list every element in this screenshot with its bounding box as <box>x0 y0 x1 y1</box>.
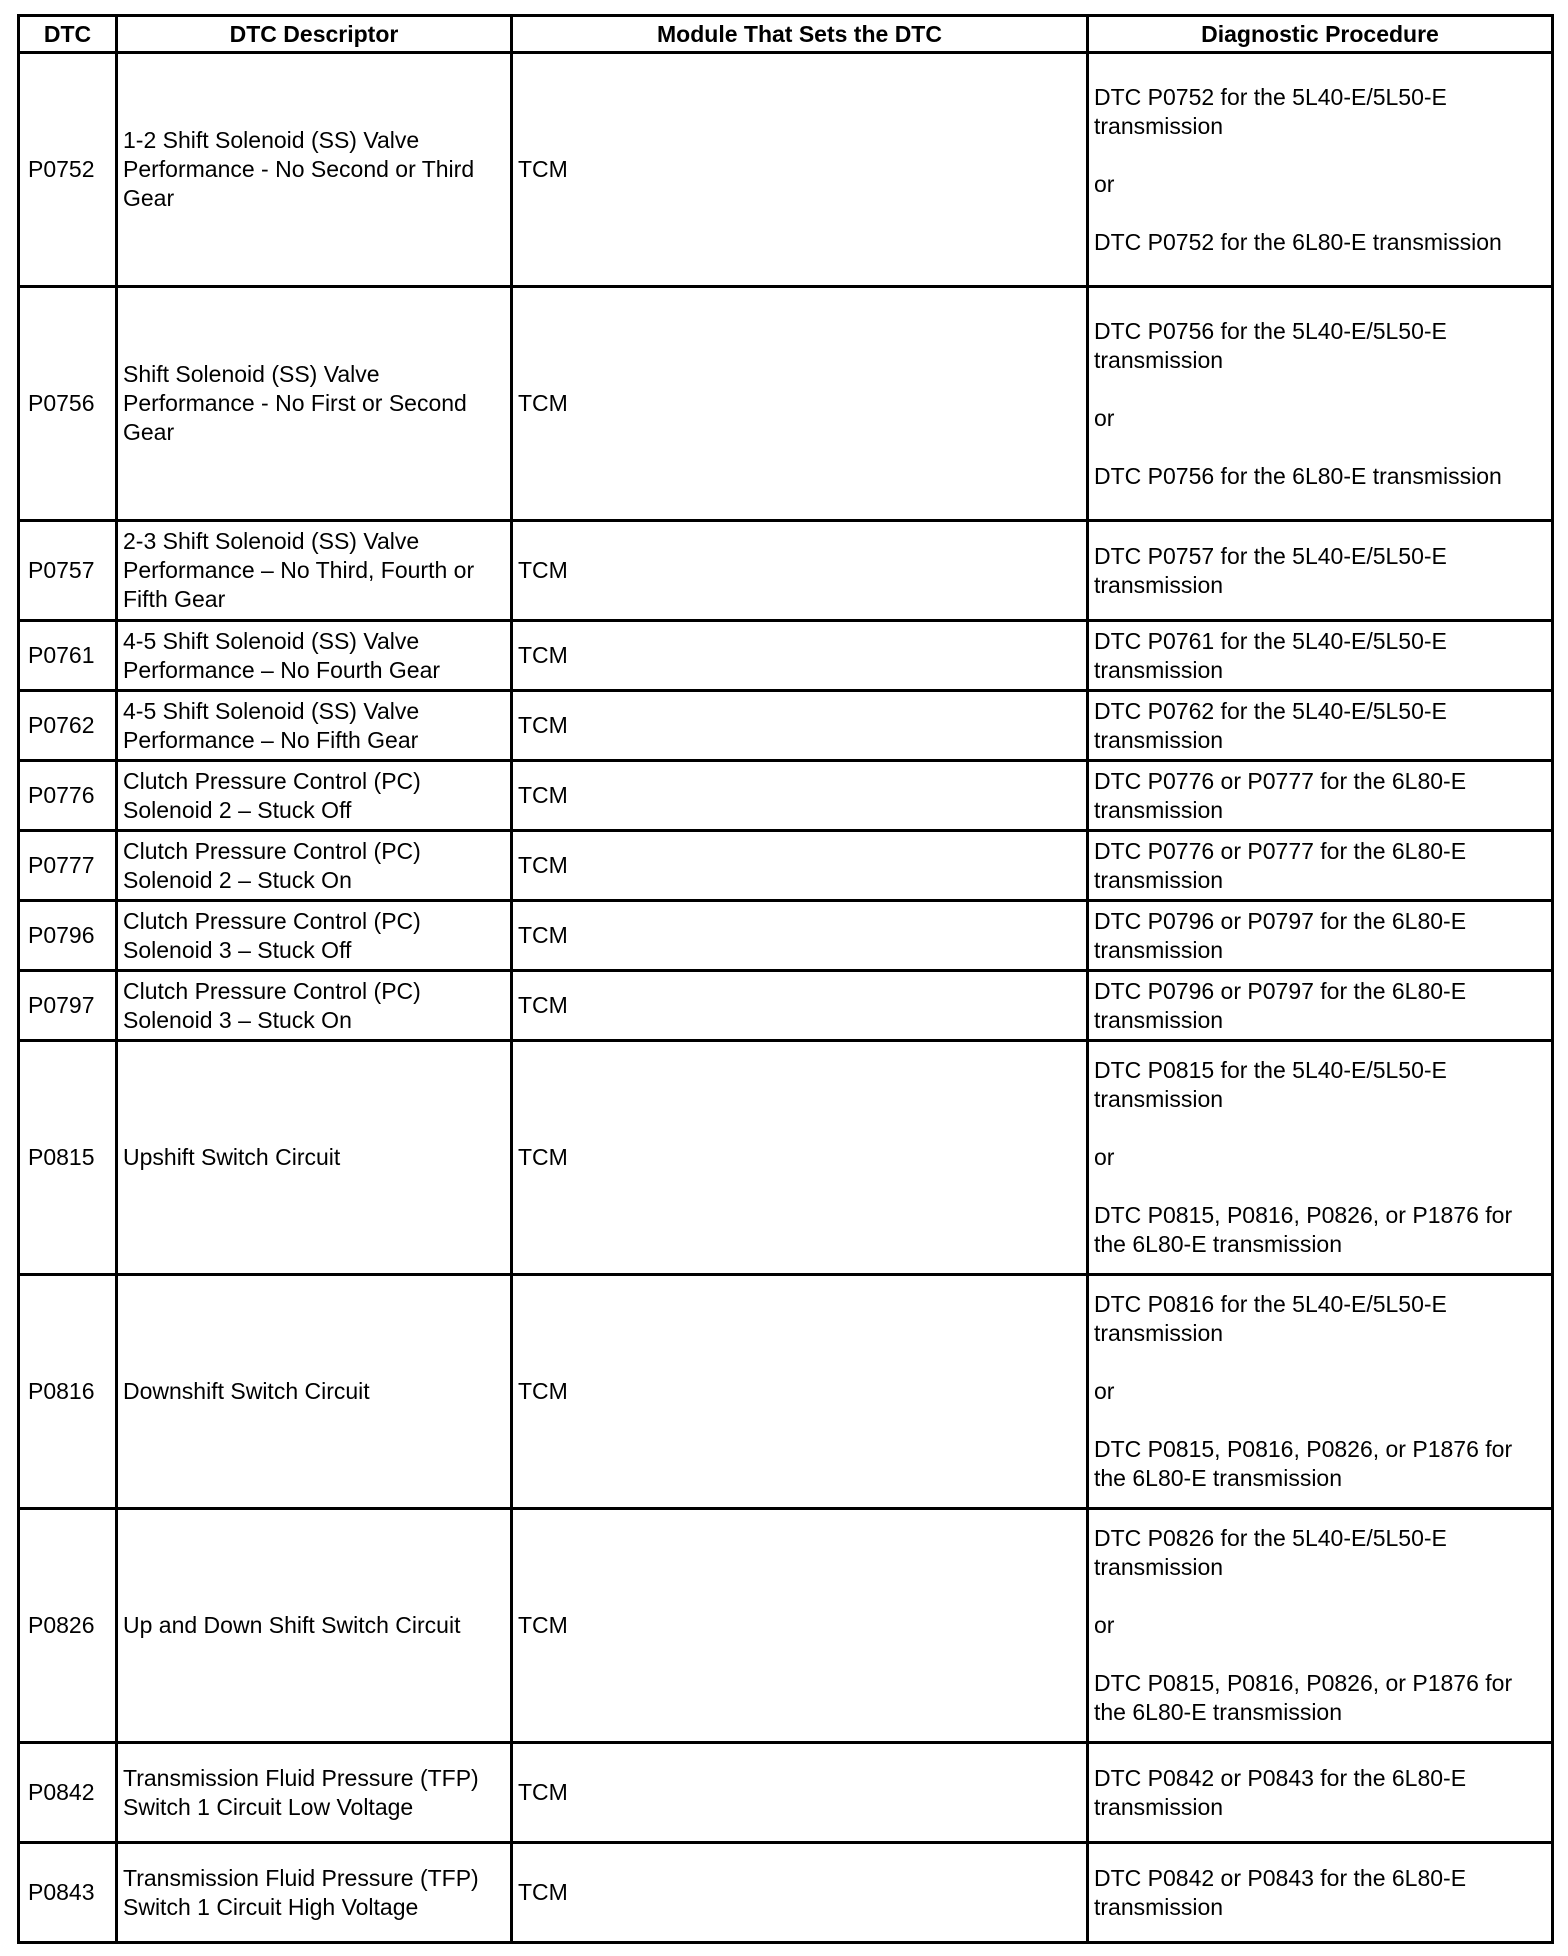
dtc-code: P0843 <box>19 1843 117 1943</box>
procedure-link[interactable]: DTC P0842 or P0843 for the 6L80-E transmission <box>1094 1864 1467 1920</box>
module-name: TCM <box>512 691 1088 761</box>
module-name: TCM <box>512 287 1088 521</box>
table-row <box>19 1843 1553 1943</box>
dtc-code: P0777 <box>19 831 117 901</box>
procedure-link[interactable]: DTC P0796 or P0797 for the 6L80-E transmission <box>1094 907 1467 963</box>
procedure-link[interactable]: DTC P0816 for the 5L40-E/5L50-E transmission <box>1094 1291 1447 1346</box>
procedure-link[interactable]: DTC P0752 for the 6L80-E transmission <box>1094 228 1502 255</box>
procedure-link[interactable]: DTC P0752 for the 5L40-E/5L50-E transmission <box>1094 83 1447 139</box>
table-row <box>19 971 1553 1041</box>
header-dtc: DTC <box>19 16 117 53</box>
module-name: TCM <box>512 621 1088 691</box>
dtc-descriptor: Transmission Fluid Pressure (TFP) Switch 1 Circuit High Voltage <box>117 1843 512 1943</box>
dtc-code: P0842 <box>19 1743 117 1843</box>
dtc-descriptor: 4-5 Shift Solenoid (SS) Valve Performance – No Fifth Gear <box>117 691 512 761</box>
procedure-link[interactable]: DTC P0815, P0816, P0826, or P1876 for the 6L80-E transmission <box>1094 1202 1513 1257</box>
table-row <box>19 831 1553 901</box>
dtc-descriptor: Shift Solenoid (SS) Valve Performance - No First or Second Gear <box>117 287 512 521</box>
diagnostic-procedure <box>1088 971 1553 1041</box>
diagnostic-procedure <box>1088 521 1553 621</box>
dtc-table <box>17 14 1554 1944</box>
procedure-link[interactable]: DTC P0776 or P0777 for the 6L80-E transmission <box>1094 767 1467 823</box>
diagnostic-procedure <box>1088 1275 1553 1509</box>
module-name: TCM <box>512 1275 1088 1509</box>
header-dtc-descriptor: DTC Descriptor <box>117 16 512 53</box>
dtc-descriptor: 1-2 Shift Solenoid (SS) Valve Performance - No Second or Third Gear <box>117 53 512 287</box>
procedure-or: or <box>1094 404 1115 431</box>
module-name: TCM <box>512 53 1088 287</box>
module-name: TCM <box>512 901 1088 971</box>
dtc-code: P0797 <box>19 971 117 1041</box>
table-row <box>19 287 1553 521</box>
table-row <box>19 761 1553 831</box>
module-name: TCM <box>512 831 1088 901</box>
header-row <box>19 16 1553 53</box>
procedure-or: or <box>1094 1612 1115 1638</box>
procedure-link[interactable]: DTC P0815 for the 5L40-E/5L50-E transmission <box>1094 1057 1447 1112</box>
diagnostic-procedure <box>1088 901 1553 971</box>
table-row <box>19 521 1553 621</box>
table-row <box>19 901 1553 971</box>
table-row <box>19 691 1553 761</box>
dtc-descriptor: Clutch Pressure Control (PC) Solenoid 2 – Stuck On <box>117 831 512 901</box>
module-name: TCM <box>512 971 1088 1041</box>
module-name: TCM <box>512 1509 1088 1743</box>
procedure-link[interactable]: DTC P0842 or P0843 for the 6L80-E transmission <box>1094 1764 1467 1820</box>
dtc-code: P0826 <box>19 1509 117 1743</box>
procedure-link[interactable]: DTC P0762 for the 5L40-E/5L50-E transmission <box>1094 697 1447 753</box>
table-row <box>19 1275 1553 1509</box>
diagnostic-procedure <box>1088 287 1553 521</box>
dtc-descriptor: Clutch Pressure Control (PC) Solenoid 3 – Stuck Off <box>117 901 512 971</box>
module-name: TCM <box>512 1743 1088 1843</box>
dtc-code: P0756 <box>19 287 117 521</box>
diagnostic-procedure <box>1088 691 1553 761</box>
dtc-descriptor: 4-5 Shift Solenoid (SS) Valve Performance – No Fourth Gear <box>117 621 512 691</box>
dtc-code: P0762 <box>19 691 117 761</box>
dtc-code: P0815 <box>19 1041 117 1275</box>
dtc-code: P0761 <box>19 621 117 691</box>
procedure-or: or <box>1094 1144 1115 1170</box>
dtc-descriptor: Downshift Switch Circuit <box>117 1275 512 1509</box>
procedure-link[interactable]: DTC P0815, P0816, P0826, or P1876 for the 6L80-E transmission <box>1094 1670 1513 1725</box>
table-row <box>19 1041 1553 1275</box>
dtc-code: P0752 <box>19 53 117 287</box>
dtc-descriptor: Clutch Pressure Control (PC) Solenoid 3 – Stuck On <box>117 971 512 1041</box>
dtc-descriptor: Upshift Switch Circuit <box>117 1041 512 1275</box>
diagnostic-procedure <box>1088 621 1553 691</box>
table-body <box>19 53 1553 1943</box>
procedure-or: or <box>1094 1378 1115 1404</box>
module-name: TCM <box>512 1843 1088 1943</box>
procedure-link[interactable]: DTC P0756 for the 6L80-E transmission <box>1094 462 1502 489</box>
module-name: TCM <box>512 521 1088 621</box>
dtc-code: P0776 <box>19 761 117 831</box>
dtc-descriptor: Up and Down Shift Switch Circuit <box>117 1509 512 1743</box>
dtc-descriptor: Transmission Fluid Pressure (TFP) Switch 1 Circuit Low Voltage <box>117 1743 512 1843</box>
diagnostic-procedure <box>1088 1509 1553 1743</box>
module-name: TCM <box>512 1041 1088 1275</box>
header-diagnostic-procedure: Diagnostic Procedure <box>1088 16 1553 53</box>
table-row <box>19 1743 1553 1843</box>
procedure-link[interactable]: DTC P0776 or P0777 for the 6L80-E transmission <box>1094 837 1467 893</box>
dtc-code: P0796 <box>19 901 117 971</box>
procedure-link[interactable]: DTC P0761 for the 5L40-E/5L50-E transmission <box>1094 627 1447 683</box>
diagnostic-procedure <box>1088 761 1553 831</box>
diagnostic-procedure <box>1088 1743 1553 1843</box>
table-row <box>19 1509 1553 1743</box>
dtc-descriptor: 2-3 Shift Solenoid (SS) Valve Performance – No Third, Fourth or Fifth Gear <box>117 521 512 621</box>
procedure-link[interactable]: DTC P0826 for the 5L40-E/5L50-E transmission <box>1094 1525 1447 1580</box>
procedure-or: or <box>1094 170 1115 197</box>
procedure-link[interactable]: DTC P0815, P0816, P0826, or P1876 for the 6L80-E transmission <box>1094 1436 1513 1491</box>
dtc-code: P0816 <box>19 1275 117 1509</box>
diagnostic-procedure <box>1088 1843 1553 1943</box>
module-name: TCM <box>512 761 1088 831</box>
dtc-code: P0757 <box>19 521 117 621</box>
diagnostic-procedure <box>1088 831 1553 901</box>
header-module: Module That Sets the DTC <box>512 16 1088 53</box>
diagnostic-procedure <box>1088 1041 1553 1275</box>
diagnostic-procedure <box>1088 53 1553 287</box>
table-row <box>19 621 1553 691</box>
table-row <box>19 53 1553 287</box>
procedure-link[interactable]: DTC P0796 or P0797 for the 6L80-E transmission <box>1094 977 1467 1033</box>
procedure-link[interactable]: DTC P0756 for the 5L40-E/5L50-E transmission <box>1094 317 1447 373</box>
dtc-descriptor: Clutch Pressure Control (PC) Solenoid 2 – Stuck Off <box>117 761 512 831</box>
procedure-link[interactable]: DTC P0757 for the 5L40-E/5L50-E transmission <box>1094 542 1447 598</box>
